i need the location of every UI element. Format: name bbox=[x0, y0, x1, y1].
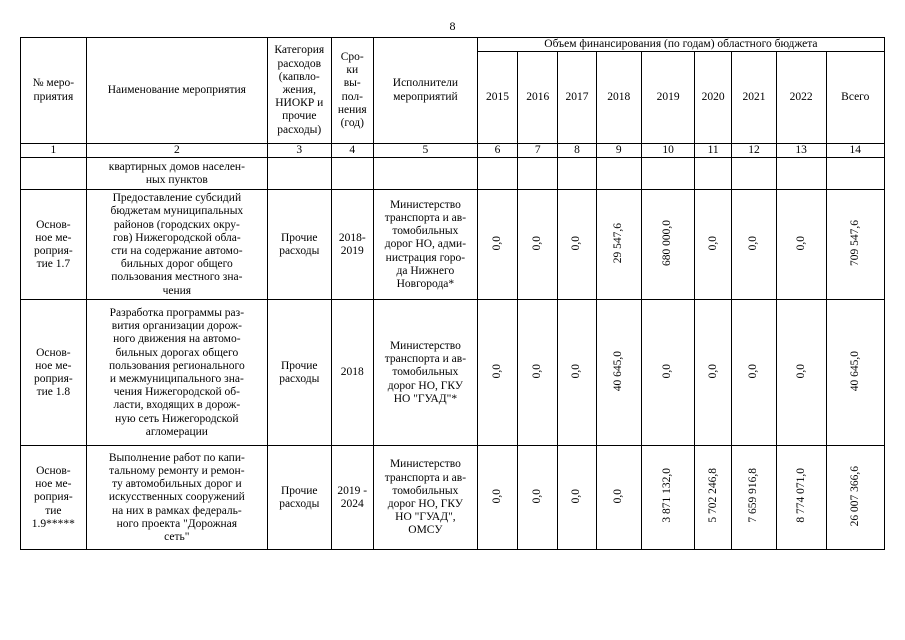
program-activities-table bbox=[20, 37, 885, 550]
column-number: 2 bbox=[86, 144, 267, 158]
funding-value-text: 5 702 246,8 bbox=[706, 468, 719, 524]
header-year: 2018 bbox=[596, 52, 642, 144]
funding-value bbox=[695, 190, 732, 300]
activity-name: Выполнение работ по капи- тальному ремонту и ремон- ту автомобильных дорог и искусственных сооружений на них в рамках федераль- ного проекта "Дорожная сеть" bbox=[86, 446, 267, 550]
header-year: 2016 bbox=[518, 52, 558, 144]
funding-value bbox=[477, 446, 517, 550]
funding-value-text: 0,0 bbox=[706, 235, 719, 250]
funding-value-text: 0,0 bbox=[531, 363, 544, 378]
funding-value-text: 0,0 bbox=[531, 488, 544, 503]
column-number: 11 bbox=[695, 144, 732, 158]
funding-value bbox=[558, 300, 596, 446]
activity-row bbox=[21, 300, 885, 446]
continuation-cell bbox=[695, 158, 732, 190]
column-numbers-row bbox=[21, 144, 885, 158]
activity-number: Основ- ное ме- роприя- тие 1.7 bbox=[21, 190, 87, 300]
continuation-cell bbox=[373, 158, 477, 190]
column-number: 3 bbox=[267, 144, 331, 158]
continuation-cell bbox=[642, 158, 695, 190]
continuation-cell bbox=[732, 158, 777, 190]
funding-value bbox=[695, 300, 732, 446]
column-number: 5 bbox=[373, 144, 477, 158]
header-year: 2015 bbox=[477, 52, 517, 144]
header-name: Наименование мероприятия bbox=[86, 38, 267, 144]
funding-value-text: 0,0 bbox=[531, 235, 544, 250]
funding-value-text: 0,0 bbox=[570, 235, 583, 250]
funding-value-text: 26 007 366,6 bbox=[848, 465, 861, 526]
funding-value-text: 29 547,6 bbox=[612, 222, 625, 263]
column-number: 1 bbox=[21, 144, 87, 158]
activity-period: 2019 - 2024 bbox=[331, 446, 373, 550]
activity-executors: Министерство транспорта и ав- томобильных дорог НО, адми- нистрация горо- да Нижнего Новгорода* bbox=[373, 190, 477, 300]
continuation-cell bbox=[477, 158, 517, 190]
funding-value bbox=[776, 446, 826, 550]
funding-total bbox=[826, 300, 884, 446]
funding-value-text: 0,0 bbox=[612, 488, 625, 503]
header-year: 2019 bbox=[642, 52, 695, 144]
header-year: Всего bbox=[826, 52, 884, 144]
header-year: 2021 bbox=[732, 52, 777, 144]
funding-value-text: 0,0 bbox=[747, 363, 760, 378]
column-number: 14 bbox=[826, 144, 884, 158]
funding-value-text: 0,0 bbox=[490, 488, 503, 503]
activity-executors: Министерство транспорта и ав- томобильных дорог НО, ГКУ НО "ГУАД"* bbox=[373, 300, 477, 446]
header-row bbox=[21, 38, 885, 52]
column-number: 7 bbox=[518, 144, 558, 158]
funding-value bbox=[558, 446, 596, 550]
funding-value-text: 709 547,6 bbox=[848, 219, 861, 266]
activity-category: Прочие расходы bbox=[267, 446, 331, 550]
activity-category: Прочие расходы bbox=[267, 300, 331, 446]
funding-value bbox=[642, 300, 695, 446]
funding-value bbox=[477, 190, 517, 300]
funding-value-text: 0,0 bbox=[794, 235, 807, 250]
funding-value bbox=[695, 446, 732, 550]
column-number: 6 bbox=[477, 144, 517, 158]
funding-value-text: 0,0 bbox=[490, 363, 503, 378]
funding-value-text: 0,0 bbox=[706, 363, 719, 378]
funding-value bbox=[596, 446, 642, 550]
funding-value-text: 40 645,0 bbox=[612, 350, 625, 391]
column-number: 8 bbox=[558, 144, 596, 158]
continuation-cell bbox=[776, 158, 826, 190]
funding-value-text: 0,0 bbox=[570, 363, 583, 378]
header-year: 2020 bbox=[695, 52, 732, 144]
header-year: 2017 bbox=[558, 52, 596, 144]
activity-period: 2018- 2019 bbox=[331, 190, 373, 300]
funding-value bbox=[558, 190, 596, 300]
activity-name: Предоставление субсидий бюджетам муниципальных районов (городских окру- гов) Нижегородской обла- сти на содержание автомо- бильных дорог общего пользования местного зна- чения bbox=[86, 190, 267, 300]
continuation-cell bbox=[826, 158, 884, 190]
continuation-cell bbox=[331, 158, 373, 190]
header-year: 2022 bbox=[776, 52, 826, 144]
activity-number: Основ- ное ме- роприя- тие 1.9***** bbox=[21, 446, 87, 550]
funding-value-text: 680 000,0 bbox=[661, 219, 674, 266]
funding-value bbox=[596, 190, 642, 300]
funding-value-text: 7 659 916,8 bbox=[747, 468, 760, 524]
continuation-text: квартирных домов населен- ных пунктов bbox=[86, 158, 267, 190]
activity-category: Прочие расходы bbox=[267, 190, 331, 300]
funding-value bbox=[518, 190, 558, 300]
continuation-cell bbox=[518, 158, 558, 190]
column-number: 13 bbox=[776, 144, 826, 158]
continuation-cell bbox=[596, 158, 642, 190]
continuation-cell bbox=[558, 158, 596, 190]
header-period: Сро- ки вы- пол- нения (год) bbox=[331, 38, 373, 144]
activity-number: Основ- ное ме- роприя- тие 1.8 bbox=[21, 300, 87, 446]
funding-value bbox=[732, 190, 777, 300]
funding-value-text: 0,0 bbox=[661, 363, 674, 378]
funding-value bbox=[642, 446, 695, 550]
column-number: 9 bbox=[596, 144, 642, 158]
funding-total bbox=[826, 446, 884, 550]
continuation-row bbox=[21, 158, 885, 190]
header-category: Категория расходов (капвло- жения, НИОКР и прочие расходы) bbox=[267, 38, 331, 144]
continuation-cell bbox=[267, 158, 331, 190]
column-number: 4 bbox=[331, 144, 373, 158]
header-num: № меро- приятия bbox=[21, 38, 87, 144]
funding-value bbox=[732, 300, 777, 446]
funding-value bbox=[518, 446, 558, 550]
funding-value-text: 0,0 bbox=[490, 235, 503, 250]
header-funding: Объем финансирования (по годам) областного бюджета bbox=[477, 38, 884, 52]
funding-value bbox=[642, 190, 695, 300]
funding-value bbox=[477, 300, 517, 446]
funding-value-text: 0,0 bbox=[747, 235, 760, 250]
activity-period: 2018 bbox=[331, 300, 373, 446]
funding-value-text: 0,0 bbox=[794, 363, 807, 378]
funding-value-text: 3 871 132,0 bbox=[661, 468, 674, 524]
funding-value bbox=[596, 300, 642, 446]
activity-row bbox=[21, 190, 885, 300]
continuation-cell-num bbox=[21, 158, 87, 190]
funding-value bbox=[732, 446, 777, 550]
funding-value bbox=[518, 300, 558, 446]
page-number: 8 bbox=[449, 19, 456, 33]
activity-row bbox=[21, 446, 885, 550]
column-number: 12 bbox=[732, 144, 777, 158]
activity-name: Разработка программы раз- вития организации дорож- ного движения на автомо- бильных дорогах общего пользования регионального и межмуниципального зна- чения Нижегородской об- ласти, входящих в дорож- ную сеть Нижегородской агломерации bbox=[86, 300, 267, 446]
funding-total bbox=[826, 190, 884, 300]
funding-value bbox=[776, 300, 826, 446]
funding-value-text: 8 774 071,0 bbox=[794, 468, 807, 524]
funding-value bbox=[776, 190, 826, 300]
column-number: 10 bbox=[642, 144, 695, 158]
header-executors: Исполнители мероприятий bbox=[373, 38, 477, 144]
activity-executors: Министерство транспорта и ав- томобильных дорог НО, ГКУ НО "ГУАД", ОМСУ bbox=[373, 446, 477, 550]
funding-value-text: 0,0 bbox=[570, 488, 583, 503]
funding-value-text: 40 645,0 bbox=[848, 350, 861, 391]
